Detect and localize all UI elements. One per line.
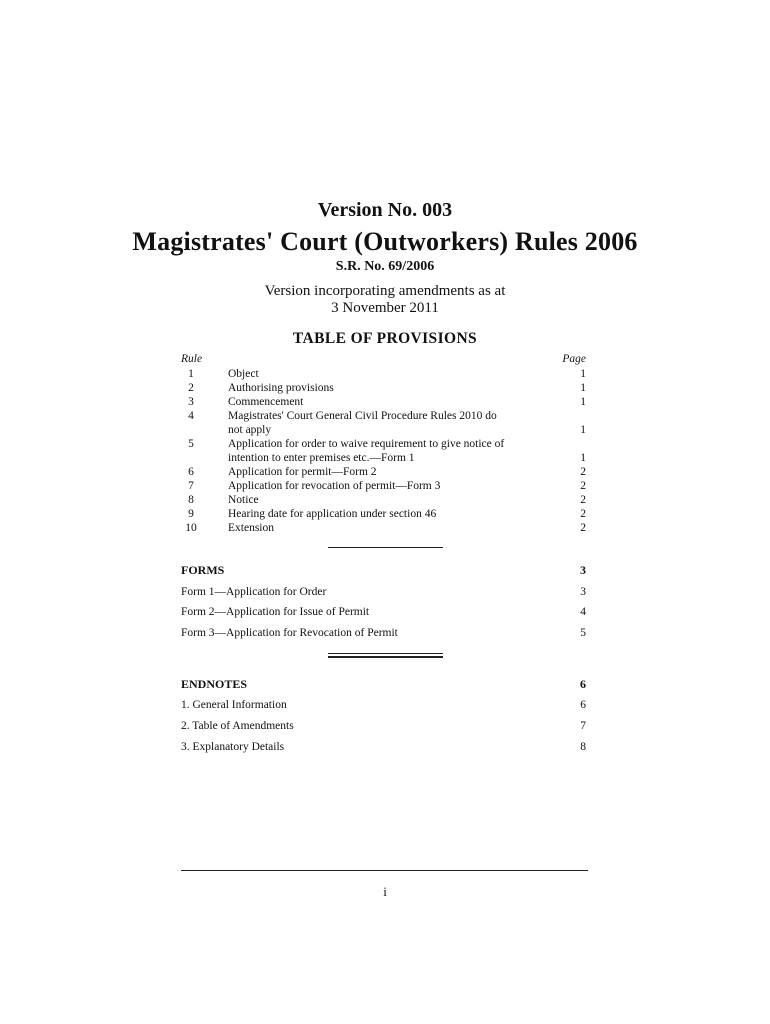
toc-heading: TABLE OF PROVISIONS (292, 330, 478, 347)
form-entry-label: Form 1—Application for Order (181, 586, 327, 598)
provision-text: Application for revocation of permit—Form 3 (228, 480, 441, 492)
document-title: Magistrates' Court (Outworkers) Rules 2006 (132, 227, 638, 256)
section-divider (328, 547, 443, 548)
provision-text: Application for permit—Form 2 (228, 466, 377, 478)
provision-page: 2 (580, 480, 586, 492)
provision-number: 3 (188, 396, 194, 408)
incorporating-line-1: Version incorporating amendments as at (264, 283, 506, 299)
endnote-entry-label: 3. Explanatory Details (181, 741, 285, 753)
forms-heading: FORMS (181, 563, 225, 577)
provision-page: 2 (580, 494, 586, 506)
provision-number: 5 (188, 438, 194, 450)
provision-page: 2 (580, 522, 586, 534)
provision-text: Application for order to waive requirement to give notice of (228, 438, 505, 450)
incorporating-note (0, 283, 770, 317)
endnote-entry-label: 1. General Information (181, 699, 287, 711)
endnotes-heading: ENDNOTES (181, 677, 248, 691)
provision-text: Notice (228, 494, 259, 506)
provision-text: Hearing date for application under section 46 (228, 508, 437, 520)
provision-number: 7 (188, 480, 194, 492)
endnote-entry-label: 2. Table of Amendments (181, 720, 294, 732)
provision-number: 2 (188, 382, 194, 394)
provision-number: 10 (185, 522, 197, 534)
provision-page: 1 (580, 396, 586, 408)
rule-column-label: Rule (181, 353, 203, 365)
provision-text: Authorising provisions (228, 382, 334, 394)
form-entry-label: Form 2—Application for Issue of Permit (181, 606, 370, 618)
version-number: Version No. 003 (317, 199, 453, 221)
provision-number: 6 (188, 466, 194, 478)
provision-text: Object (228, 368, 259, 380)
page-column-label: Page (562, 353, 586, 365)
provision-text: intention to enter premises etc.—Form 1 (228, 452, 415, 464)
endnote-entry-page: 7 (580, 720, 586, 732)
provision-text: not apply (228, 424, 272, 436)
endnote-entry-page: 8 (580, 741, 586, 753)
form-entry-page: 3 (580, 586, 586, 598)
endnote-entry-page: 6 (580, 699, 586, 711)
provision-number: 9 (188, 508, 194, 520)
form-entry-label: Form 3—Application for Revocation of Permit (181, 627, 398, 639)
double-divider-bottom (328, 656, 443, 658)
provision-text: Commencement (228, 396, 304, 408)
provision-number: 8 (188, 494, 194, 506)
provision-page: 2 (580, 466, 586, 478)
provision-page: 2 (580, 508, 586, 520)
provision-number: 1 (188, 368, 194, 380)
sr-number: S.R. No. 69/2006 (335, 259, 435, 274)
form-entry-page: 4 (580, 606, 586, 618)
endnotes-heading-page: 6 (580, 677, 586, 691)
form-entry-page: 5 (580, 627, 586, 639)
provision-text: Extension (228, 522, 274, 534)
provision-number: 4 (188, 410, 194, 422)
provision-page: 1 (580, 368, 586, 380)
footer-rule (181, 870, 588, 871)
provision-page: 1 (580, 424, 586, 436)
double-divider-top (328, 653, 443, 654)
provision-page: 1 (580, 382, 586, 394)
incorporating-line-2: 3 November 2011 (331, 300, 439, 316)
page-number: i (383, 884, 387, 899)
forms-heading-page: 3 (580, 563, 586, 577)
provision-page: 1 (580, 452, 586, 464)
provision-text: Magistrates' Court General Civil Procedure Rules 2010 do (228, 410, 497, 422)
